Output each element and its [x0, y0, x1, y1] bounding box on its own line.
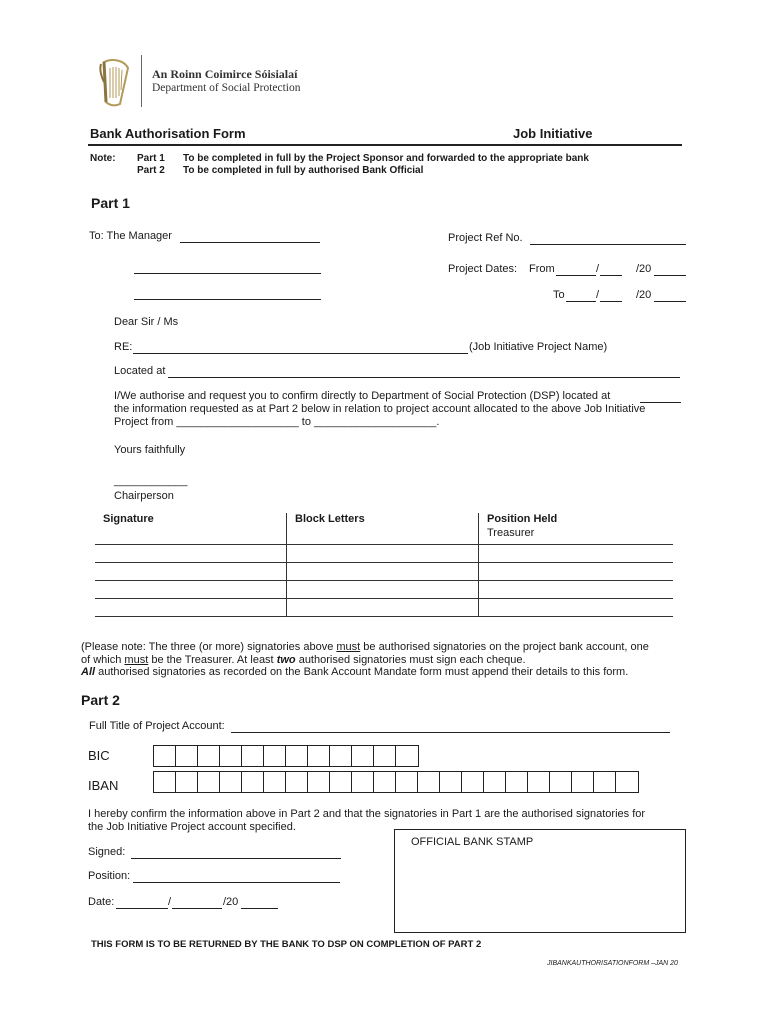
col-header-signature: Signature	[103, 513, 154, 525]
note-text: of which	[81, 653, 125, 666]
date-year-prefix: /20	[223, 896, 239, 908]
character-box[interactable]	[308, 772, 330, 792]
note-text: authorised signatories as recorded on the Bank Account Mandate form must append their details to this form.	[95, 666, 629, 678]
from-label: From	[529, 263, 555, 275]
authorise-line-2: the information requested as at Part 2 below in relation to project account allocated to the above Job Initiative	[114, 403, 646, 415]
character-box[interactable]	[198, 772, 220, 792]
full-title-field[interactable]	[231, 721, 670, 733]
from-year-field[interactable]	[654, 264, 686, 276]
to-year-prefix: /20	[636, 289, 652, 301]
from-year-prefix: /20	[636, 263, 652, 275]
position-cell[interactable]	[479, 545, 674, 563]
character-box[interactable]	[198, 746, 220, 766]
note-emphasis: two	[276, 653, 296, 666]
character-box[interactable]	[242, 772, 264, 792]
character-box[interactable]	[176, 746, 198, 766]
signatories-table	[95, 513, 673, 617]
date-label: Date:	[88, 896, 115, 908]
note-emphasis: must	[124, 653, 149, 666]
position-cell[interactable]: Treasurer	[479, 527, 674, 545]
character-box[interactable]	[550, 772, 572, 792]
character-box[interactable]	[220, 746, 242, 766]
character-box[interactable]	[462, 772, 484, 792]
to-year-field[interactable]	[654, 290, 686, 302]
position-field[interactable]	[133, 871, 340, 883]
re-label: RE:	[114, 341, 133, 353]
character-box[interactable]	[594, 772, 616, 792]
dept-name-irish: An Roinn Coimirce Sóisialaí	[152, 67, 298, 81]
dept-name-english: Department of Social Protection	[152, 82, 301, 94]
bank-stamp-box[interactable]	[394, 829, 686, 933]
from-month-field[interactable]	[600, 264, 622, 276]
located-label: Located at	[114, 365, 166, 377]
signature-cell[interactable]	[95, 527, 287, 545]
to-slash: /	[596, 289, 600, 301]
character-box[interactable]	[308, 746, 330, 766]
confirm-line-1: I hereby confirm the information above in Part 2 and that the signatories in Part 1 are the authorised signatories for	[88, 808, 646, 820]
position-cell[interactable]	[479, 581, 674, 599]
character-box[interactable]	[352, 746, 374, 766]
position-label: Position:	[88, 870, 131, 882]
signed-field[interactable]	[131, 847, 341, 859]
character-box[interactable]	[286, 772, 308, 792]
block-letters-cell[interactable]	[287, 581, 479, 599]
signature-cell[interactable]	[95, 599, 287, 617]
to-month-field[interactable]	[600, 290, 622, 302]
project-ref-field[interactable]	[530, 233, 686, 245]
signature-cell[interactable]	[95, 581, 287, 599]
character-box[interactable]	[154, 772, 176, 792]
table-row	[95, 599, 673, 617]
character-box[interactable]	[528, 772, 550, 792]
date-year-field[interactable]	[241, 897, 278, 909]
position-cell[interactable]	[479, 563, 674, 581]
note-part1-text: To be completed in full by the Project Sponsor and forwarded to the appropriate bank	[183, 153, 589, 164]
col-header-block-letters: Block Letters	[287, 513, 479, 527]
character-box[interactable]	[330, 746, 352, 766]
note-emphasis: All	[81, 666, 96, 678]
salutation: Dear Sir / Ms	[114, 316, 179, 328]
return-note: THIS FORM IS TO BE RETURNED BY THE BANK TO DSP ON COMPLETION OF PART 2	[91, 939, 482, 950]
character-box[interactable]	[330, 772, 352, 792]
form-code: JIBANKAUTHORISATIONFORM –JAN 20	[547, 960, 678, 967]
iban-label: IBAN	[88, 778, 119, 793]
note-text: be the Treasurer. At least	[148, 653, 277, 666]
character-box[interactable]	[572, 772, 594, 792]
located-field[interactable]	[168, 366, 680, 378]
note-part2: Part 2	[137, 165, 165, 176]
iban-boxes[interactable]	[153, 771, 639, 793]
character-box[interactable]	[352, 772, 374, 792]
part2-heading: Part 2	[81, 692, 120, 708]
to-day-field[interactable]	[566, 290, 596, 302]
note-text: authorised signatories must sign each cheque.	[295, 653, 526, 666]
part1-heading: Part 1	[91, 195, 130, 211]
form-title: Bank Authorisation Form	[90, 126, 246, 141]
character-box[interactable]	[264, 772, 286, 792]
table-row	[95, 527, 673, 545]
from-slash: /	[596, 263, 600, 275]
bic-boxes[interactable]	[153, 745, 419, 767]
yours-faithfully: Yours faithfully	[114, 444, 186, 456]
manager-address-line-1[interactable]	[134, 262, 321, 274]
note-part1: Part 1	[137, 153, 165, 164]
block-letters-cell[interactable]	[287, 527, 479, 545]
table-row	[95, 563, 673, 581]
authorise-line-3: Project from ____________________ to ____________________.	[114, 416, 440, 428]
character-box[interactable]	[374, 746, 396, 766]
title-rule	[88, 144, 682, 146]
character-box[interactable]	[242, 746, 264, 766]
signatories-note	[81, 641, 691, 679]
character-box[interactable]	[396, 772, 418, 792]
manager-field[interactable]	[180, 231, 320, 243]
table-row	[95, 545, 673, 563]
note-text: (Please note: The three (or more) signatories above	[81, 641, 337, 653]
to-label: To	[553, 289, 565, 301]
character-box[interactable]	[264, 746, 286, 766]
date-slash: /	[168, 896, 172, 908]
program-title: Job Initiative	[513, 126, 593, 141]
signature-cell[interactable]	[95, 563, 287, 581]
manager-address-line-2[interactable]	[134, 288, 321, 300]
chairperson-signature-line[interactable]: ____________	[114, 475, 188, 487]
character-box[interactable]	[396, 746, 418, 766]
character-box[interactable]	[484, 772, 506, 792]
harp-logo	[98, 58, 132, 108]
note-label: Note:	[90, 153, 116, 164]
character-box[interactable]	[286, 746, 308, 766]
confirm-line-2: the Job Initiative Project account specified.	[88, 821, 296, 833]
project-dates-label: Project Dates:	[448, 263, 518, 275]
block-letters-cell[interactable]	[287, 545, 479, 563]
character-box[interactable]	[220, 772, 242, 792]
full-title-label: Full Title of Project Account:	[89, 720, 225, 732]
bank-stamp-label: OFFICIAL BANK STAMP	[411, 836, 534, 848]
character-box[interactable]	[176, 772, 198, 792]
character-box[interactable]	[440, 772, 462, 792]
dsp-location-field[interactable]	[640, 391, 681, 403]
character-box[interactable]	[418, 772, 440, 792]
position-cell[interactable]	[479, 599, 674, 617]
character-box[interactable]	[154, 746, 176, 766]
project-ref-label: Project Ref No.	[448, 232, 523, 244]
note-emphasis: must	[336, 641, 361, 653]
to-manager-label: To: The Manager	[89, 230, 172, 242]
character-box[interactable]	[506, 772, 528, 792]
date-month-field[interactable]	[172, 897, 222, 909]
bic-label: BIC	[88, 748, 110, 763]
project-name-hint: (Job Initiative Project Name)	[469, 341, 608, 353]
date-day-field[interactable]	[116, 897, 168, 909]
col-header-position-held: Position Held	[479, 513, 674, 527]
signed-label: Signed:	[88, 846, 126, 858]
authorise-line-1: I/We authorise and request you to confirm directly to Department of Social Protection (DSP) located at	[114, 390, 611, 402]
signature-cell[interactable]	[95, 545, 287, 563]
chairperson-label: Chairperson	[114, 490, 174, 502]
table-row	[95, 581, 673, 599]
block-letters-cell[interactable]	[287, 599, 479, 617]
from-day-field[interactable]	[556, 264, 596, 276]
block-letters-cell[interactable]	[287, 563, 479, 581]
note-text: be authorised signatories on the project bank account, one	[360, 641, 649, 653]
note-part2-text: To be completed in full by authorised Bank Official	[183, 165, 424, 176]
character-box[interactable]	[374, 772, 396, 792]
character-box[interactable]	[616, 772, 638, 792]
project-name-field[interactable]	[133, 342, 468, 354]
logo-divider	[141, 55, 142, 107]
